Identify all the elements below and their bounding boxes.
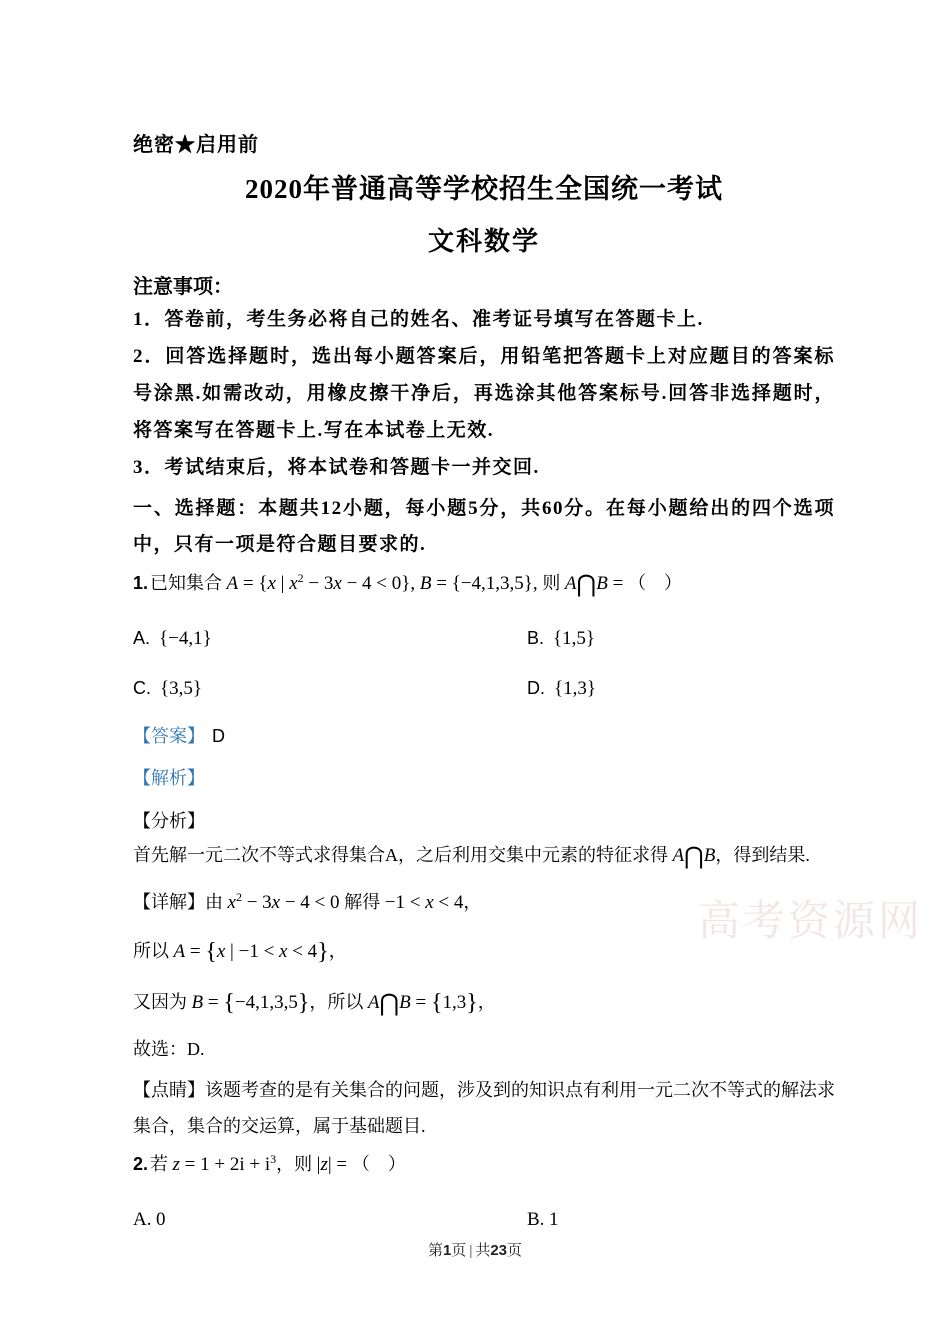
solution-step-1: 所以 A = {x | −1 < x < 4}，	[133, 939, 347, 965]
question-2-option-a	[133, 1204, 527, 1235]
solution-step-2: 又因为 B = {−4,1,3,5}，所以 A⋂B = {1,3}，	[133, 989, 496, 1017]
notice-item-1: 1．答卷前，考生务必将自己的姓名、准考证号填写在答题卡上.	[133, 309, 704, 330]
option-a-value: {−4,1}	[159, 628, 212, 649]
detail-solution-line: 【详解】由 $x^2 - 3x - 4 < 0$ 解得 −1 < x < 4，	[133, 890, 482, 913]
q2-option-b-value: 1	[548, 1209, 559, 1230]
notice-heading: 注意事项：	[133, 276, 233, 298]
option-b-value: {1,5}	[553, 628, 596, 649]
question-2-stem: 2. 若 $z = 1 + 2i + i^3$，则 |z| = （ ）	[133, 1152, 406, 1175]
answer-label: 【答案】	[133, 726, 205, 746]
question-1-option-d	[527, 673, 596, 704]
security-classification-label: 绝密★启用前	[133, 134, 259, 156]
question-2-options-row-1	[133, 1204, 835, 1235]
option-d-value: {1,3}	[554, 678, 596, 699]
analysis-label: 【分析】	[133, 811, 205, 831]
explanation-label: 【解析】	[133, 768, 205, 788]
option-a-letter: A.	[133, 628, 151, 648]
question-1-stem: 1. 已知集合 A = {x | $x^2 - 3x - 4 < 0$}, B = {−4,1,3,5}, 则 A⋂B = （ ）	[133, 570, 683, 598]
watermark-text: 高考资源网	[698, 899, 924, 945]
question-1-options-row-2	[133, 673, 835, 704]
exam-title: 2020年普通高等学校招生全国统一考试	[245, 174, 723, 204]
notice-item-2: 2．回答选择题时，选出每小题答案后，用铅笔把答题卡上对应题目的答案标号涂黑.如需改动，用橡皮擦干净后，再选涂其他答案标号.回答非选择题时，将答案写在答题卡上.写在本试卷上无效.	[133, 346, 835, 441]
question-1-option-c	[133, 673, 527, 704]
option-c-value: {3,5}	[160, 678, 202, 699]
question-1-options-row-1	[133, 623, 835, 654]
option-b-letter: B.	[527, 628, 545, 648]
analysis-text: 首先解一元二次不等式求得集合A，之后利用交集中元素的特征求得 A⋂B，得到结果.	[133, 842, 810, 870]
section-1-heading: 一、选择题：本题共12小题，每小题5分，共60分。在每小题给出的四个选项中，只有一项是符合题目要求的.	[133, 498, 835, 555]
notice-item-3: 3．考试结束后，将本试卷和答题卡一并交回.	[133, 457, 540, 478]
option-d-letter: D.	[527, 678, 545, 698]
key-point-note: 【点睛】该题考查的是有关集合的问题，涉及到的知识点有利用一元二次不等式的解法求集合，集合的交运算，属于基础题目.	[133, 1080, 835, 1136]
conclusion-line: 故选：D.	[133, 1039, 205, 1059]
question-1-answer-line	[133, 722, 835, 750]
question-2-option-b	[527, 1204, 558, 1235]
q2-option-a-value: 0	[155, 1209, 166, 1230]
q2-option-a-letter: A.	[133, 1209, 152, 1230]
question-1-option-a	[133, 623, 527, 654]
option-c-letter: C.	[133, 678, 151, 698]
question-1-option-b	[527, 623, 595, 654]
page-number-footer: 第1页 | 共23页	[427, 1242, 523, 1259]
answer-value: D	[212, 726, 225, 746]
q2-option-b-letter: B.	[527, 1209, 545, 1230]
exam-subject-title: 文科数学	[427, 227, 540, 256]
